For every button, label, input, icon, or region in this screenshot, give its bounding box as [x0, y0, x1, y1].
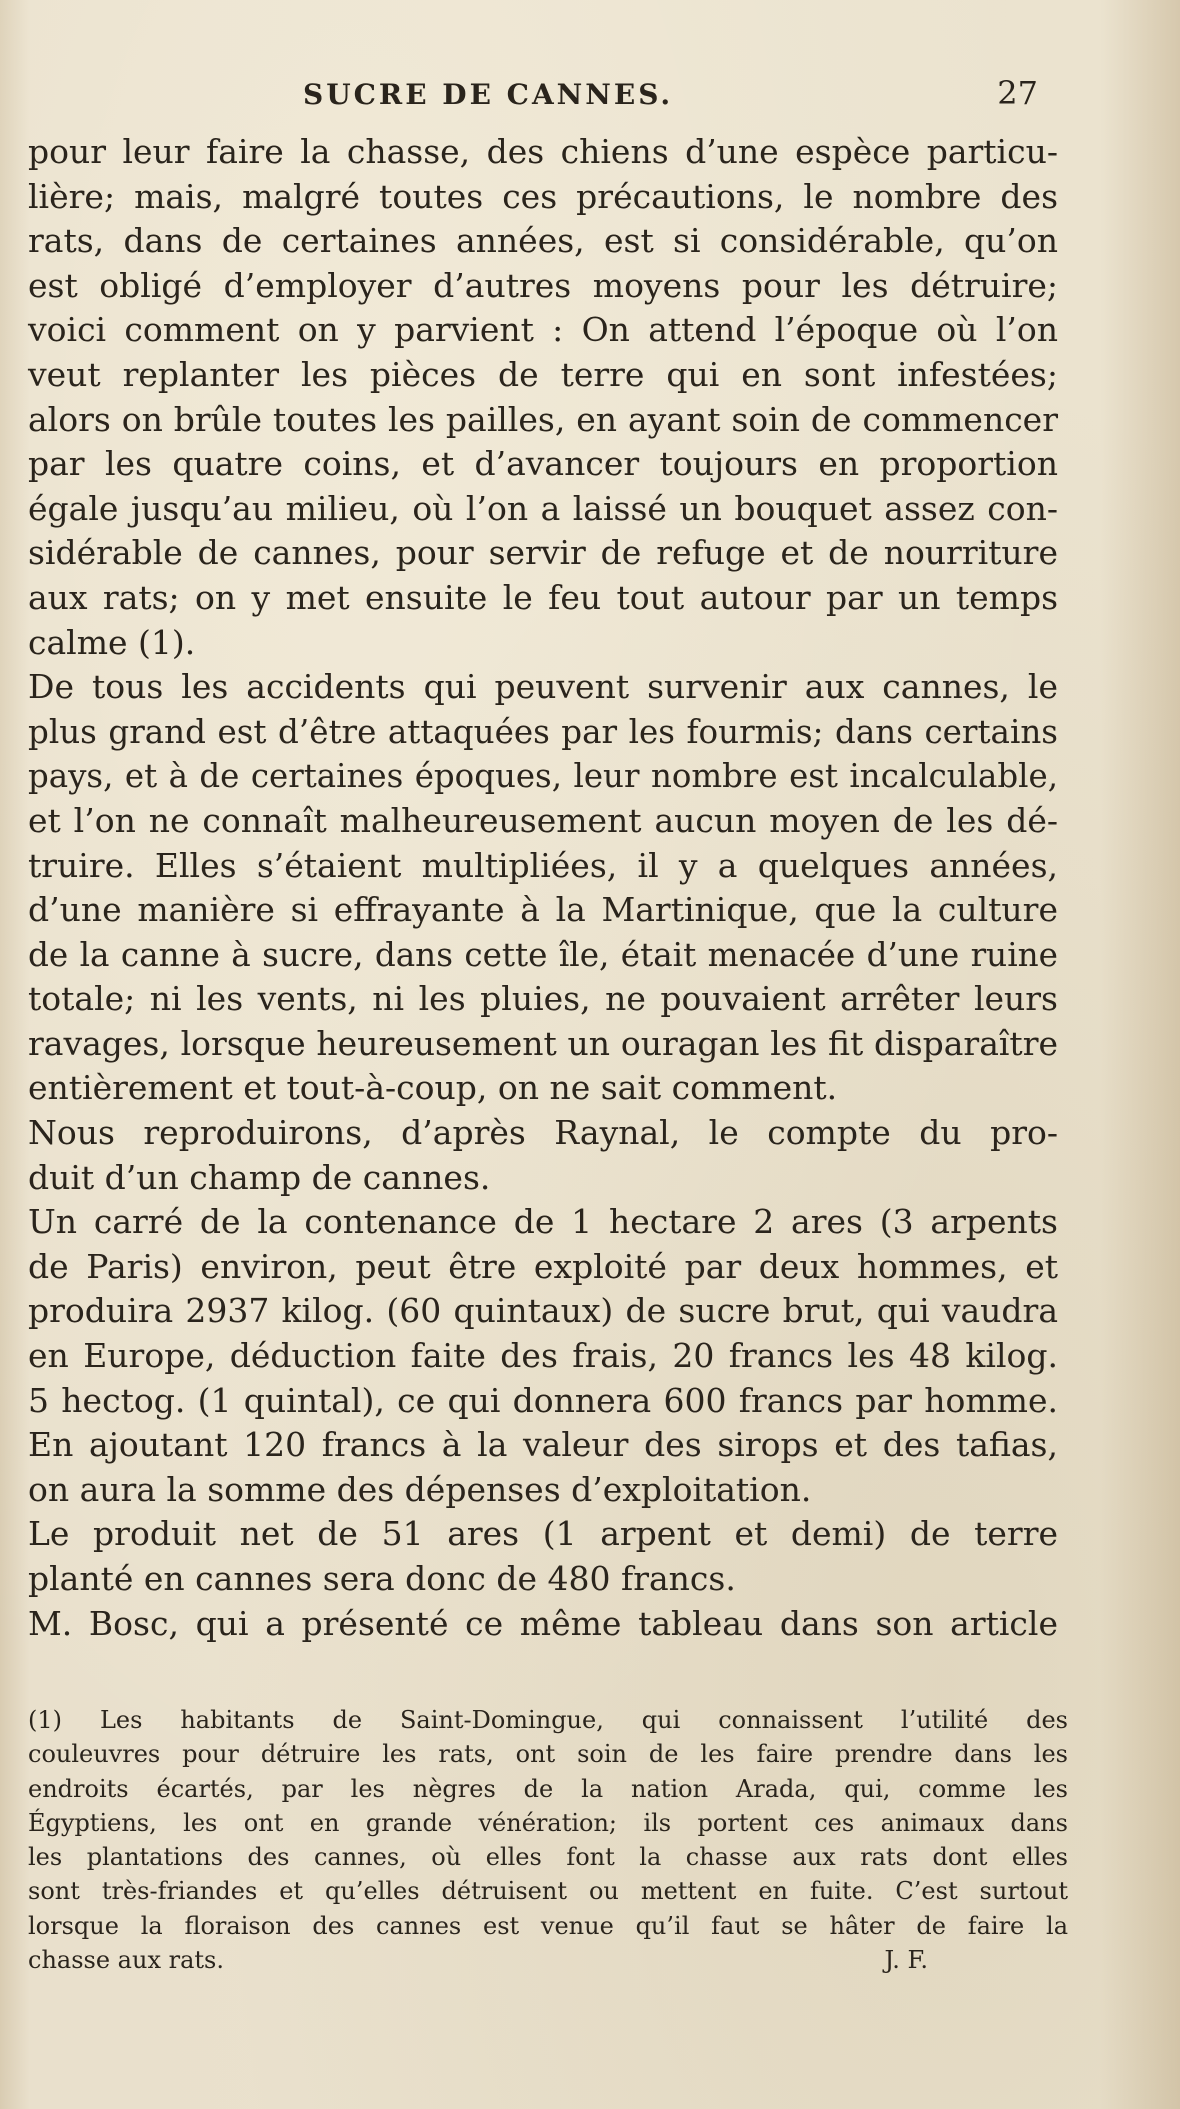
- text-line: En ajoutant 120 francs à la valeur des sirops et des tafias,: [28, 1425, 1058, 1465]
- text-line: Un carré de la contenance de 1 hectare 2 ares (3 arpents: [28, 1202, 1058, 1242]
- footnote-line: (1) Les habitants de Saint-Domingue, qui connaissent l’utilité des: [28, 1706, 1068, 1734]
- footnote-line: sont très-friandes et qu’elles détruisent ou mettent en fuite. C’est surtout: [28, 1877, 1068, 1906]
- footnotes: [28, 1703, 1068, 1977]
- text-line: veut replanter les pièces de terre qui en sont infestées;: [28, 354, 1058, 394]
- text-line: alors on brûle toutes les pailles, en ayant soin de commencer: [28, 399, 1058, 439]
- text-line: en Europe, déduction faite des frais, 20 francs les 48 kilog.: [28, 1336, 1058, 1376]
- text-line: truire. Elles s’étaient multipliées, il y a quelques années,: [28, 845, 1058, 885]
- footnote-line: Égyptiens, les ont en grande vénération; ils portent ces animaux dans: [28, 1808, 1068, 1837]
- running-title: SUCRE DE CANNES.: [303, 78, 674, 111]
- footnote-line: couleuvres pour détruire les rats, ont soin de les faire prendre dans les: [28, 1740, 1068, 1769]
- footnote-line: lorsque la floraison des cannes est venue qu’il faut se hâter de faire la: [28, 1911, 1068, 1940]
- text-line: entièrement et tout-à-coup, on ne sait comment.: [28, 1068, 838, 1108]
- text-line: par les quatre coins, et d’avancer toujours en proportion: [28, 444, 1058, 484]
- text-line: calme (1).: [28, 622, 196, 662]
- text-line: M. Bosc, qui a présenté ce même tableau dans son article: [28, 1603, 1058, 1643]
- text-line: d’une manière si effrayante à la Martinique, que la culture: [28, 890, 1058, 930]
- text-line: de la canne à sucre, dans cette île, était menacée d’une ruine: [28, 935, 1058, 974]
- text-line: et l’on ne connaît malheureusement aucun moyen de les dé-: [28, 800, 1058, 840]
- text-line: est obligé d’employer d’autres moyens pour les détruire;: [28, 265, 1058, 305]
- text-line: planté en cannes sera donc de 480 francs.: [28, 1559, 736, 1598]
- text-line: voici comment on y parvient : On attend l’époque où l’on: [28, 310, 1058, 350]
- footnote-end-text: chasse aux rats.: [28, 1946, 224, 1975]
- text-line: Le produit net de 51 ares (1 arpent et demi) de terre: [28, 1514, 1058, 1554]
- text-line: 5 hectog. (1 quintal), ce qui donnera 600 francs par homme.: [28, 1380, 1058, 1420]
- page-number: 27: [997, 74, 1038, 112]
- text-line: on aura la somme des dépenses d’exploitation.: [28, 1469, 812, 1509]
- text-line: duit d’un champ de cannes.: [28, 1157, 491, 1197]
- text-line: produira 2937 kilog. (60 quintaux) de sucre brut, qui vaudra: [28, 1291, 1058, 1331]
- text-line: pour leur faire la chasse, des chiens d’une espèce particu-: [28, 132, 1058, 171]
- text-line: égale jusqu’au milieu, où l’on a laissé un bouquet assez con-: [28, 488, 1058, 528]
- text-line: plus grand est d’être attaquées par les fourmis; dans certains: [28, 712, 1058, 751]
- body-text: [28, 130, 1058, 1646]
- text-line: lière; mais, malgré toutes ces précautions, le nombre des: [28, 176, 1058, 216]
- text-line: ravages, lorsque heureusement un ouragan les fit disparaître: [28, 1023, 1058, 1063]
- footnote-line: endroits écartés, par les nègres de la nation Arada, qui, comme les: [28, 1774, 1068, 1803]
- footnote-line: les plantations des cannes, où elles font la chasse aux rats dont elles: [28, 1843, 1068, 1872]
- text-line: rats, dans de certaines années, est si considérable, qu’on: [28, 221, 1058, 261]
- page-header: [28, 74, 1038, 128]
- text-line: aux rats; on y met ensuite le feu tout autour par un temps: [28, 577, 1058, 617]
- text-line: Nous reproduirons, d’après Raynal, le compte du pro-: [28, 1113, 1058, 1153]
- footnote-signature: J. F.: [884, 1946, 928, 1975]
- footnote-last-line: [28, 1943, 1068, 1977]
- text-line: sidérable de cannes, pour servir de refuge et de nourriture: [28, 533, 1058, 573]
- text-line: pays, et à de certaines époques, leur nombre est incalculable,: [28, 757, 1058, 796]
- text-line: totale; ni les vents, ni les pluies, ne pouvaient arrêter leurs: [28, 979, 1058, 1019]
- text-line: De tous les accidents qui peuvent survenir aux cannes, le: [28, 667, 1058, 707]
- text-line: de Paris) environ, peut être exploité par deux hommes, et: [28, 1246, 1058, 1286]
